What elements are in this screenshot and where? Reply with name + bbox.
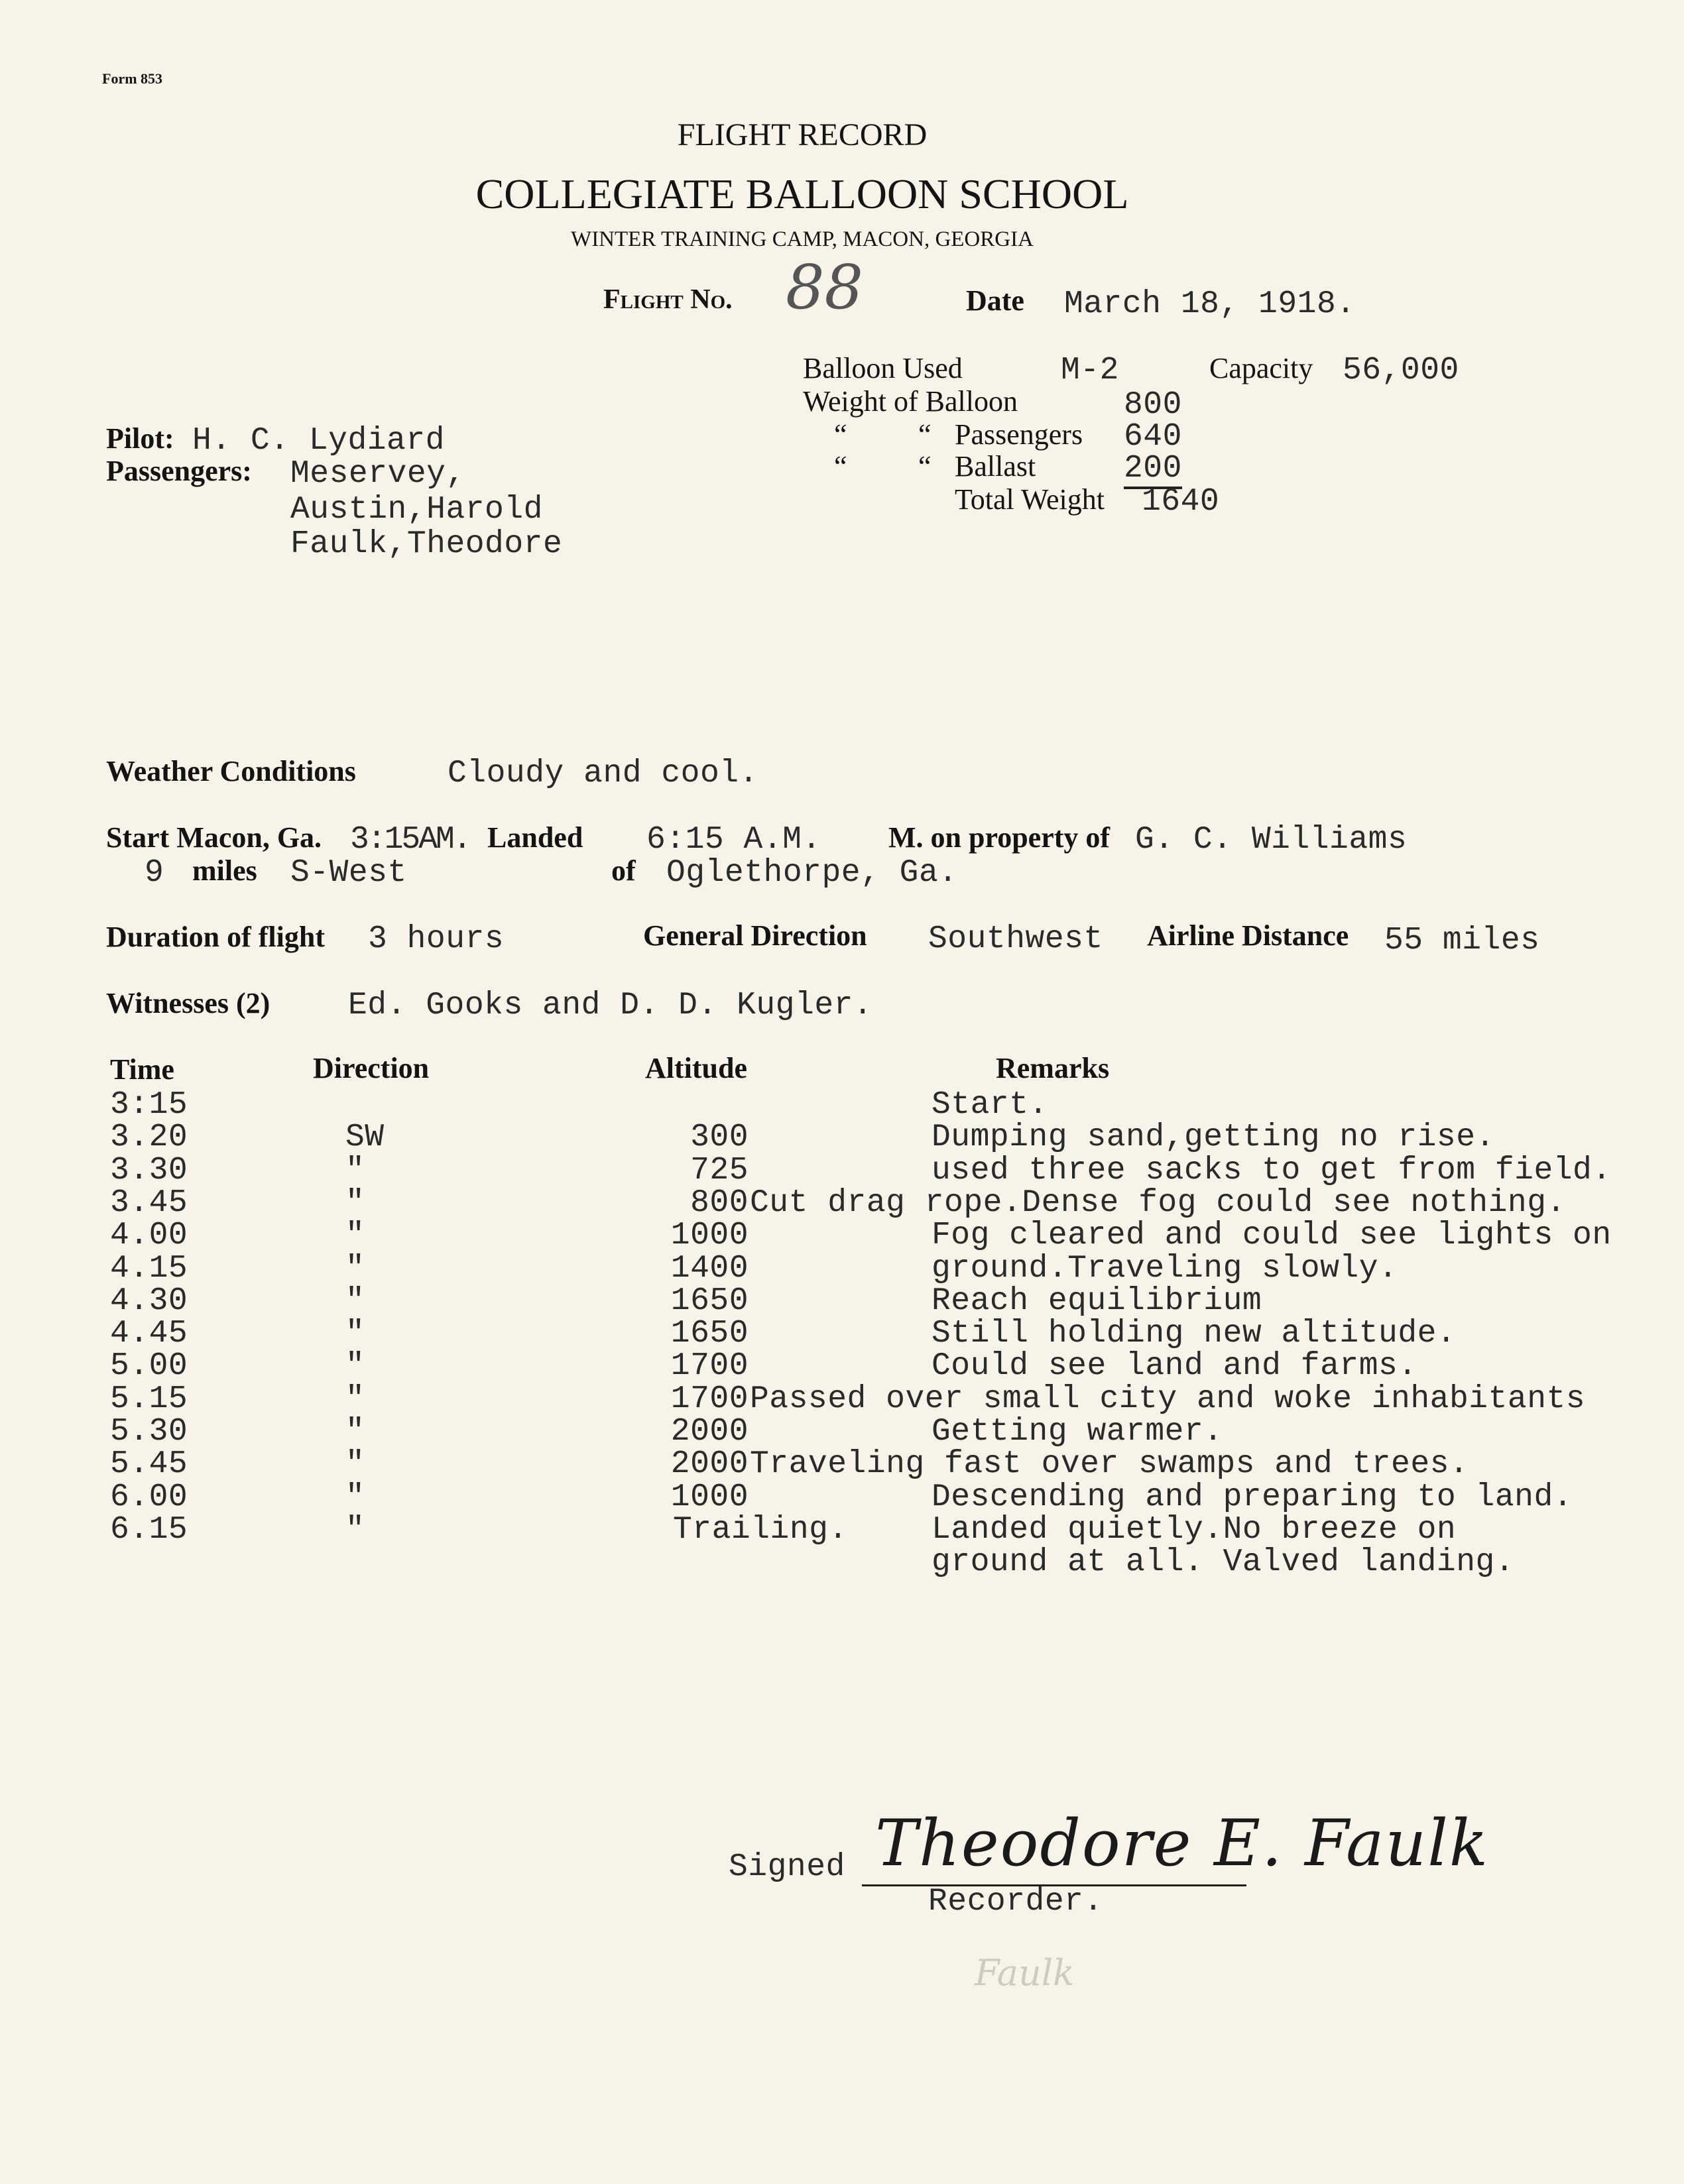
log-altitude: 1000 (670, 1218, 749, 1254)
balloon-used-value: M-2 (1061, 353, 1119, 388)
log-altitude: 1400 (670, 1250, 749, 1287)
general-direction-value: Southwest (928, 921, 1103, 957)
log-direction: " (345, 1218, 365, 1254)
miles-label: miles (192, 854, 257, 887)
ballast-value: 200 (1124, 451, 1182, 489)
weather-label: Weather Conditions (106, 755, 356, 787)
flight-no-label: Flight No. (603, 284, 733, 315)
log-remarks: ground.Traveling slowly. (932, 1250, 1398, 1287)
recorder-label: Recorder. (928, 1884, 1103, 1920)
log-direction: " (345, 1511, 365, 1548)
column-header-direction: Direction (313, 1052, 430, 1084)
log-remarks: Cut drag rope.Dense fog could see nothing. (750, 1184, 1566, 1221)
log-time: 3.20 (110, 1120, 188, 1156)
pilot-label: Pilot: (106, 422, 174, 455)
log-time: 3.45 (110, 1184, 188, 1221)
log-direction: " (345, 1446, 365, 1483)
date-value: March 18, 1918. (1064, 286, 1356, 322)
log-direction: " (345, 1152, 365, 1188)
landed-label: Landed (487, 821, 583, 854)
of-label: of (611, 854, 636, 887)
log-altitude: 2000 (670, 1446, 749, 1483)
log-remarks: Traveling fast over swamps and trees. (750, 1446, 1469, 1483)
passenger-name: Meservey, (290, 456, 465, 492)
weight-balloon-value: 800 (1124, 387, 1182, 423)
log-time: 4.00 (110, 1218, 188, 1254)
log-direction: " (345, 1479, 365, 1515)
log-time: 6.00 (110, 1479, 188, 1515)
log-direction: " (345, 1283, 365, 1319)
passengers-label: Passengers: (106, 455, 252, 487)
passengers-weight-label: Passengers (955, 418, 1083, 451)
total-weight-value: 1640 (1142, 484, 1220, 520)
log-direction: " (345, 1381, 365, 1417)
passenger-name: Austin,Harold (290, 492, 543, 528)
total-weight-label: Total Weight (955, 483, 1105, 516)
start-value: 3:15AM. (350, 822, 470, 858)
log-time: 4.30 (110, 1283, 188, 1319)
log-altitude: 1700 (670, 1381, 749, 1417)
direction-from-value: S-West (290, 855, 407, 891)
log-remarks: ground at all. Valved landing. (932, 1544, 1515, 1581)
log-time: 5.45 (110, 1446, 188, 1483)
log-remarks: Fog cleared and could see lights on (932, 1218, 1612, 1254)
landed-value: 6:15 A.M. (646, 822, 821, 858)
log-remarks: Start. (932, 1087, 1048, 1123)
duration-label: Duration of flight (106, 921, 325, 953)
signed-label: Signed (729, 1849, 845, 1885)
signature: Theodore E. Faulk (875, 1806, 1490, 1880)
log-altitude: 300 (690, 1120, 749, 1156)
flight-no-value: 88 (786, 252, 864, 323)
log-direction: " (345, 1184, 365, 1221)
start-label: Start Macon, Ga. (106, 821, 322, 854)
document-title: FLIGHT RECORD (677, 117, 928, 152)
passengers-weight-value: 640 (1124, 419, 1182, 455)
date-label: Date (966, 284, 1024, 317)
log-remarks: Landed quietly.No breeze on (932, 1511, 1457, 1548)
camp-name: WINTER TRAINING CAMP, MACON, GEORGIA (571, 227, 1034, 251)
log-altitude: 1000 (670, 1479, 749, 1515)
place-value: Oglethorpe, Ga. (666, 855, 958, 891)
log-altitude: 1650 (670, 1283, 749, 1319)
log-direction: SW (345, 1120, 385, 1156)
log-remarks: Dumping sand,getting no rise. (932, 1120, 1495, 1156)
passenger-name: Faulk,Theodore (290, 526, 563, 562)
log-time: 4.15 (110, 1250, 188, 1287)
log-direction: " (345, 1348, 365, 1385)
log-altitude: 725 (690, 1152, 749, 1188)
log-altitude: 2000 (670, 1414, 749, 1450)
log-remarks: Passed over small city and woke inhabitants (750, 1381, 1586, 1417)
airline-distance-label: Airline Distance (1147, 919, 1349, 952)
log-altitude: 800 (690, 1184, 749, 1221)
log-remarks: Still holding new altitude. (932, 1316, 1457, 1352)
log-remarks: Descending and preparing to land. (932, 1479, 1573, 1515)
weather-value: Cloudy and cool. (448, 756, 758, 791)
log-time: 4.45 (110, 1316, 188, 1352)
log-time: 3.30 (110, 1152, 188, 1188)
capacity-value: 56,000 (1343, 353, 1459, 388)
log-time: 5.15 (110, 1381, 188, 1417)
duration-value: 3 hours (368, 921, 505, 957)
general-direction-label: General Direction (643, 919, 867, 952)
column-header-altitude: Altitude (645, 1052, 747, 1084)
ditto-mark: “ (918, 450, 932, 483)
log-altitude: Trailing. (673, 1511, 848, 1548)
witnesses-value: Ed. Gooks and D. D. Kugler. (348, 988, 873, 1023)
balloon-used-label: Balloon Used (803, 352, 963, 384)
log-altitude: 1700 (670, 1348, 749, 1385)
ditto-mark: “ (834, 450, 847, 483)
column-header-remarks: Remarks (996, 1052, 1110, 1084)
log-remarks: used three sacks to get from field. (932, 1152, 1612, 1188)
log-remarks: Reach equilibrium (932, 1283, 1262, 1319)
school-name: COLLEGIATE BALLOON SCHOOL (475, 170, 1129, 217)
airline-distance-value: 55 miles (1384, 923, 1540, 958)
log-time: 5.30 (110, 1414, 188, 1450)
log-altitude: 1650 (670, 1316, 749, 1352)
pencil-note: Faulk (975, 1952, 1075, 1994)
log-direction: " (345, 1414, 365, 1450)
property-value: G. C. Williams (1135, 822, 1408, 858)
weight-balloon-label: Weight of Balloon (803, 385, 1018, 418)
log-direction: " (345, 1316, 365, 1352)
ballast-label: Ballast (955, 450, 1036, 483)
column-header-time: Time (110, 1053, 174, 1086)
ditto-mark: “ (918, 418, 932, 451)
pilot-value: H. C. Lydiard (192, 423, 445, 459)
log-remarks: Getting warmer. (932, 1414, 1223, 1450)
ditto-mark: “ (834, 418, 847, 451)
log-time: 5.00 (110, 1348, 188, 1385)
witnesses-label: Witnesses (2) (106, 987, 271, 1019)
miles-value: 9 (145, 855, 164, 891)
capacity-label: Capacity (1209, 352, 1313, 384)
log-direction: " (345, 1250, 365, 1287)
log-time: 6.15 (110, 1511, 188, 1548)
log-remarks: Could see land and farms. (932, 1348, 1417, 1385)
form-number: Form 853 (102, 70, 163, 87)
property-label: M. on property of (888, 821, 1111, 854)
log-time: 3:15 (110, 1087, 188, 1123)
